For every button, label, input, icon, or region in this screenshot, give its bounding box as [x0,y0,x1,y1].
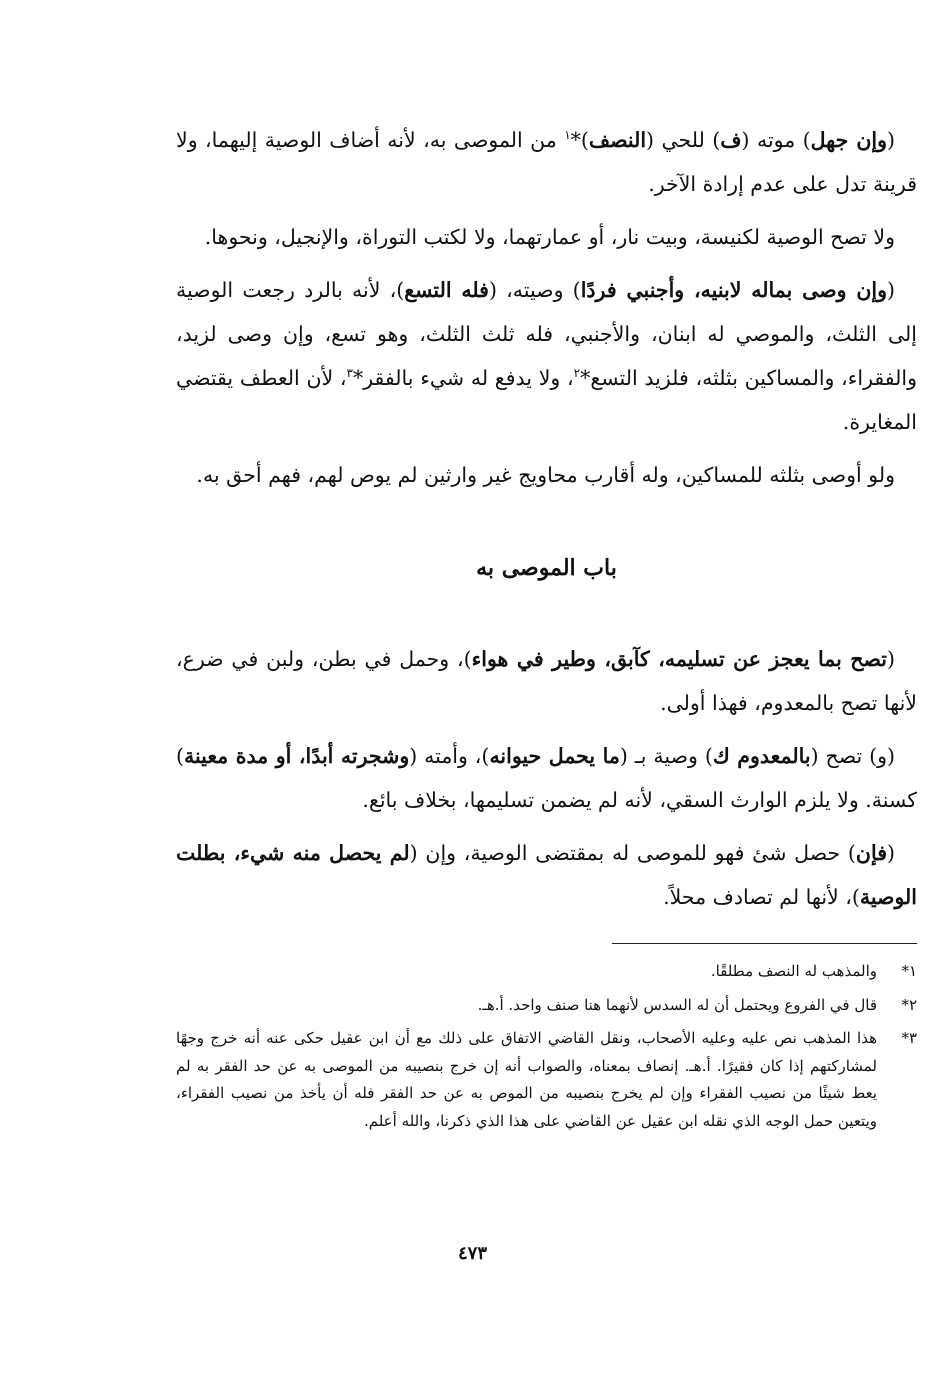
bold-text: وإن جهل [810,128,888,152]
text-run: ) للحي ( [646,128,721,152]
text-run: (و) تصح ( [810,744,895,768]
paragraph [176,734,917,822]
text-run: )، لأنها لم تصادف محلاً. [663,885,860,909]
footnote [176,1025,917,1135]
text-run: )، لأنه بالرد رجعت الوصية إلى الثلث، والموصي له ابنان، والأجنبي، فله ثلث الثلث، وهو تسع، وإن وصى لزيد، والفقراء، والمساكين بثلثه، فلزيد التسع* [176,278,917,390]
footnote [176,958,917,986]
footnote-number: ٣* [901,1029,917,1047]
bold-text: فإن [855,841,887,865]
bold-text: وإن وصى بماله لابنيه، وأجنبي فردًا [580,278,887,302]
paragraph [176,118,917,206]
page-number: ٤٧٣ [457,1243,487,1264]
main-text [176,118,917,919]
paragraph [176,637,917,725]
bottom-paragraphs [176,637,917,919]
footnote-ref: ٢ [573,366,581,381]
bold-text: ما يحمل حيوانه [489,744,620,768]
paragraph [176,215,917,259]
top-paragraphs [176,118,917,497]
paragraph [176,831,917,919]
bold-text: ف [720,128,742,152]
paragraph [176,453,917,497]
footnote-text: والمذهب له النصف مطلقًا. [710,962,877,980]
text-run: )، وحمل في بطن، ولبن في ضرع، لأنها تصح بالمعدوم، فهذا أولى. [176,647,917,715]
footnote-number: ٢* [901,995,917,1014]
bold-text: بالمعدوم ك [712,744,811,768]
bold-text: وشجرته أبدًا، أو مدة معينة [184,744,410,768]
text-run: ( [887,841,895,865]
text-run: )، وأمته ( [409,744,490,768]
text-run: ( [887,128,896,152]
bold-text: فله التسع [404,278,489,302]
text-run: ( [887,647,895,671]
text-run: ولو أوصى بثلثه للمساكين، وله أقارب محاويج غير وارثين لم يوص لهم، فهم أحق به. [196,463,895,487]
footnote-ref: ١ [564,128,571,143]
text-run: ) كسنة. ولا يلزم الوارث السقي، لأنه لم يضمن تسليمها، بخلاف بائع. [176,744,917,812]
footnote-text: هذا المذهب نص عليه وعليه الأصحاب، ونقل القاضي الاتفاق على ذلك مع أن ابن عقيل حكى عنه أنه خرج وجهًا لمشاركتهم إذا كان فقيرًا. أ.هـ. إنصاف بمعناه، والصواب أنه إن خرج بنصيبه من الموصى به عن حد الفقر به لم يعط شيئًا من نصيب الفقراء وإن لم يخرج بنصيبه من الموص به عن حد الفقر فله أن يأخذ من نصيب الفقراء، ويتعين حمل الوجه الذي نقله ابن عقيل عن القاضي على هذا الذي ذكرنا، والله أعلم. [176,1029,877,1130]
text-run: ) حصل شئ فهو للموصى له بمقتضى الوصية، وإن ( [409,841,856,865]
text-run: من الموصى به، لأنه أضاف الوصية إليهما، ولا قرينة تدل على عدم إرادة الآخر. [176,128,917,196]
text-run: ، ولا يدفع له شيء بالفقر* [352,366,574,390]
text-run: ) موته ( [741,128,811,152]
text-run: ( [887,278,895,302]
text-run: ) وصيته، ( [488,278,581,302]
section-heading: باب الموصى به [476,555,617,581]
bold-text: لم يحصل منه شيء، بطلت الوصية [176,841,917,909]
text-run: ولا تصح الوصية لكنيسة، وبيت نار، أو عمارتهما، ولا لكتب التوراة، والإنجيل، ونحوها. [204,225,895,249]
text-run: ) وصية بـ ( [619,744,713,768]
text-run: )* [570,128,589,152]
footnote-number: ١* [901,962,917,980]
footnote-separator [612,943,917,944]
bold-text: النصف [588,128,647,152]
text-run: ، لأن العطف يقتضي المغايرة. [176,366,917,434]
footnotes [176,958,917,1135]
footnote [176,992,917,1020]
footnote-text: قال في الفروع ويحتمل أن له السدس لأنهما هنا صنف واحد. أ.هـ. [477,995,877,1014]
footnote-ref: ٣ [346,366,353,381]
paragraph [176,268,917,444]
bold-text: تصح بما يعجز عن تسليمه، كآبق، وطير في هواء [471,647,887,671]
